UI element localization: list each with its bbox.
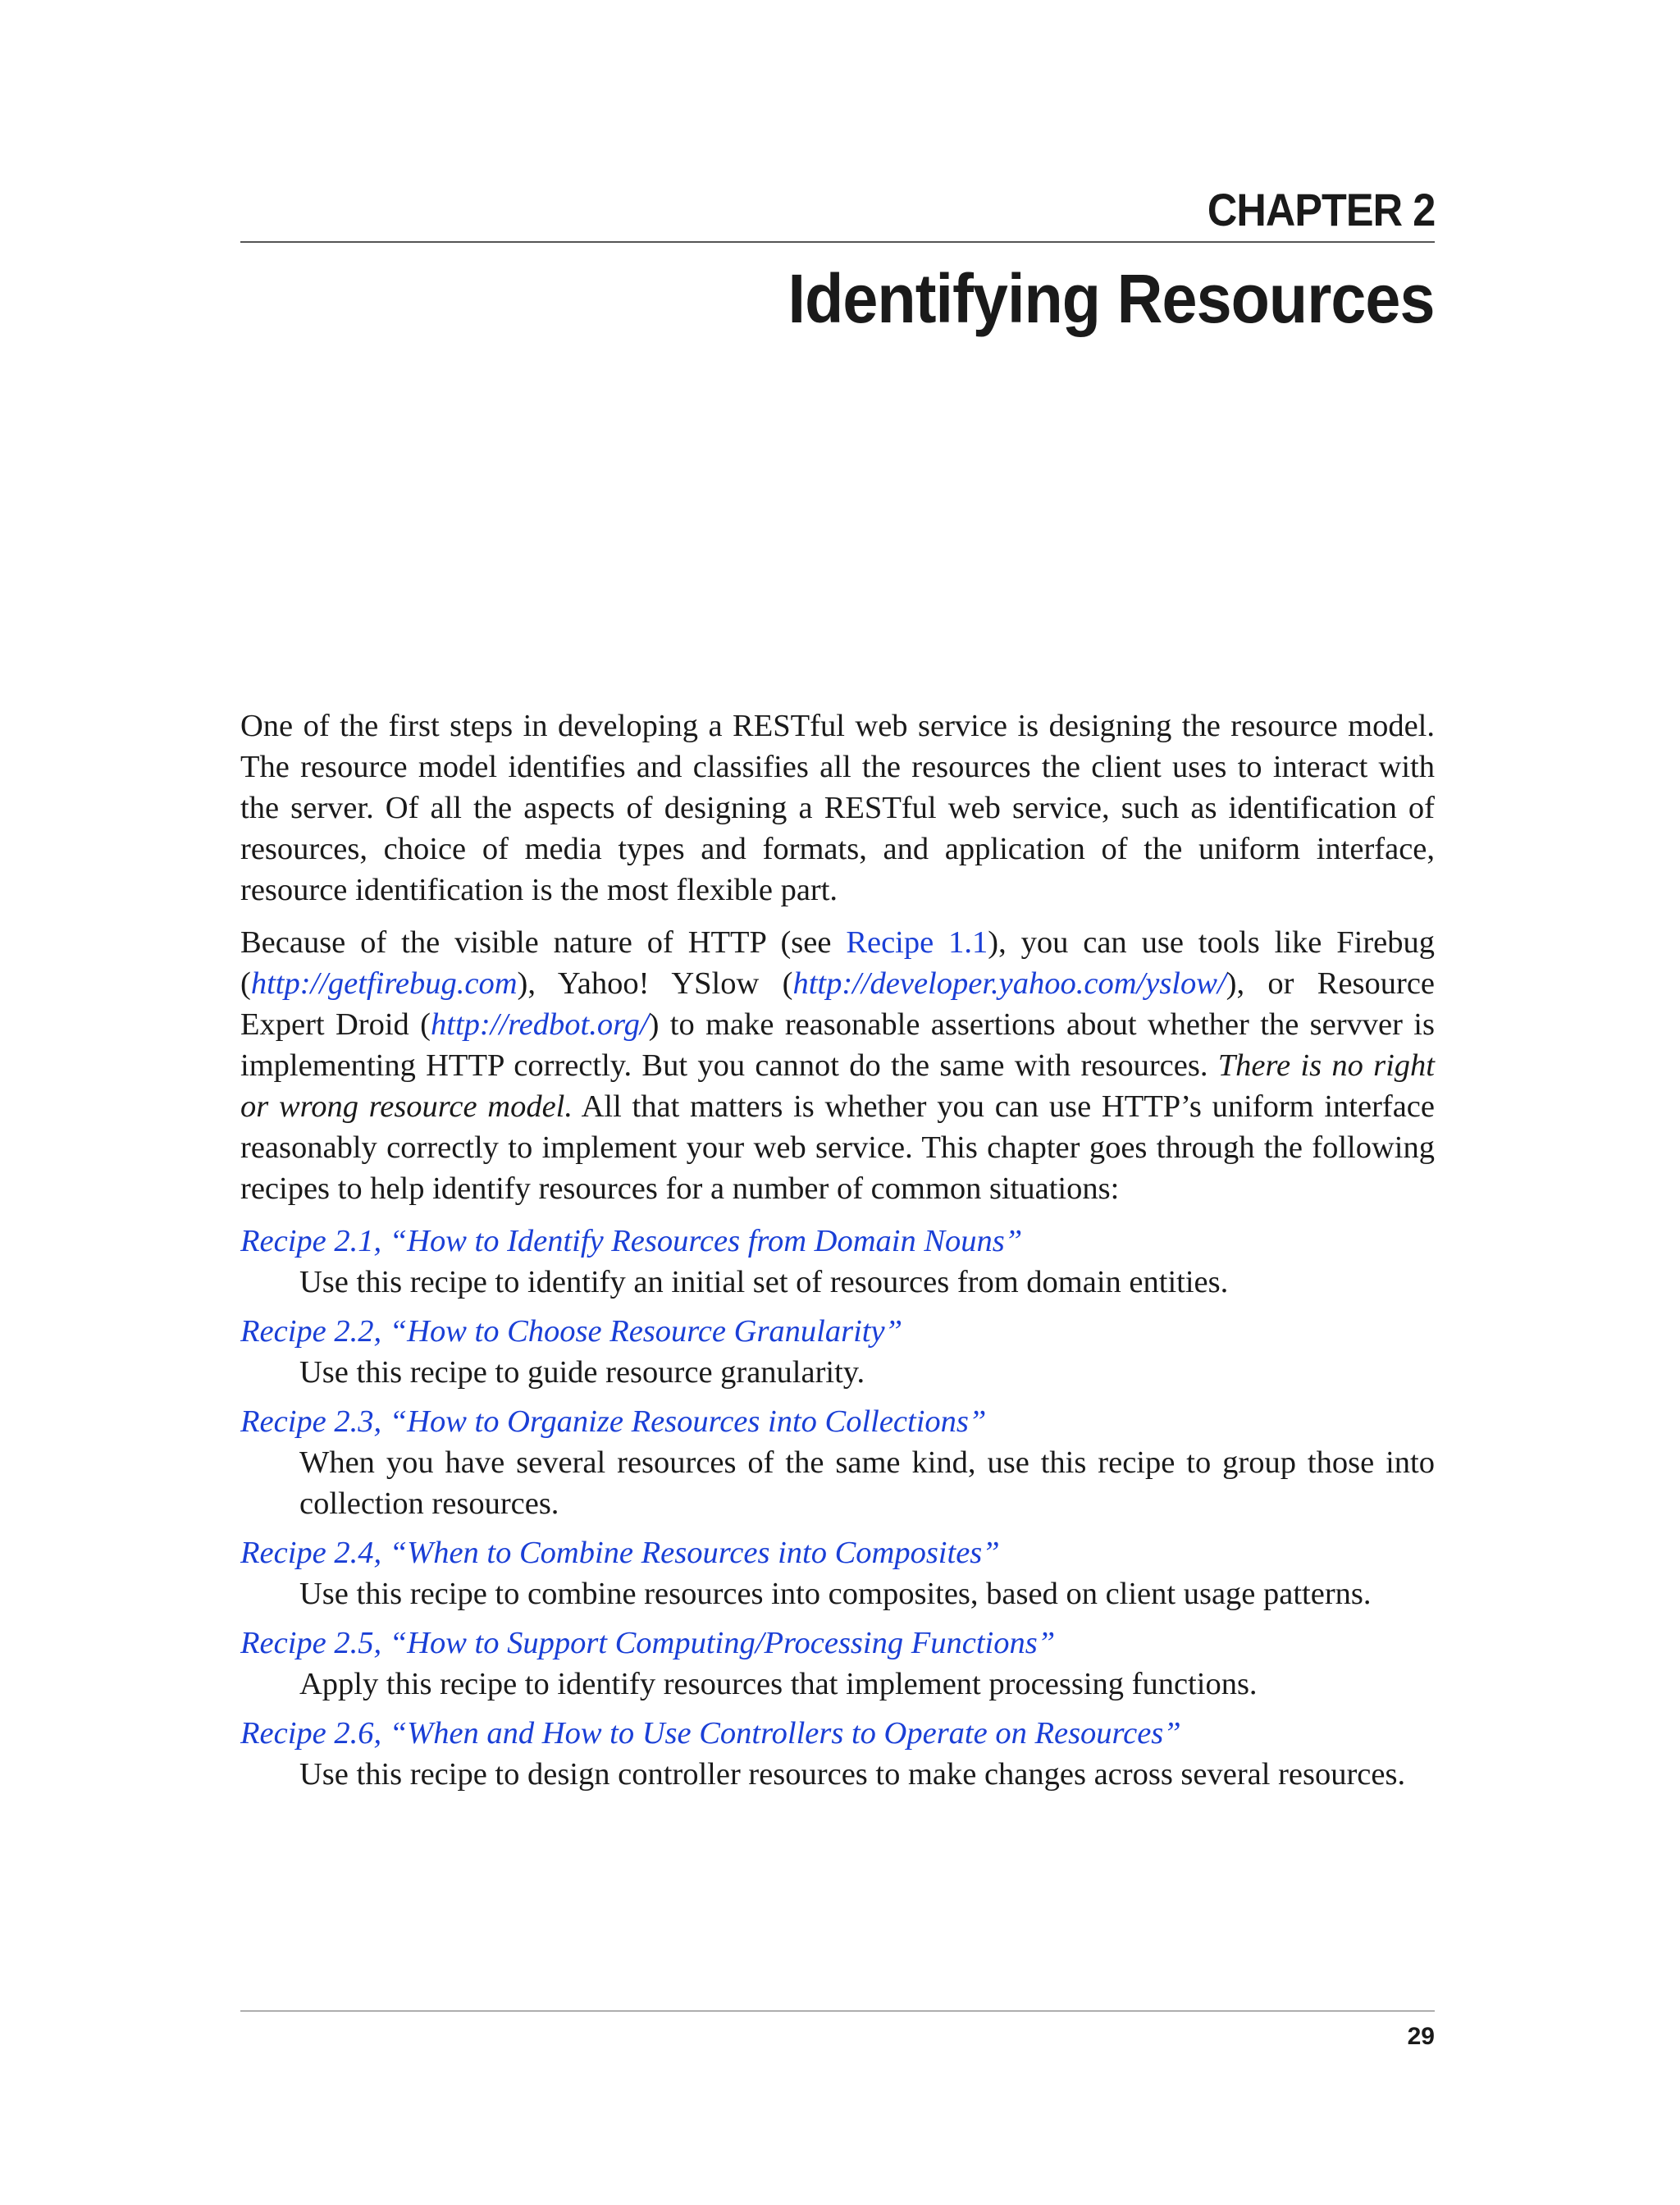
recipe-2-5-description: Apply this recipe to identify resources that implement processing functions. — [299, 1667, 1258, 1701]
tools-paragraph — [240, 922, 1435, 1209]
paragraph-text: ) to make reasonable assertions about whether the servver is implementing HTTP correctly. But you cannot do the same with resources. — [240, 1007, 1435, 1083]
yslow-link[interactable]: http://developer.yahoo.com/yslow/ — [792, 966, 1226, 1001]
recipe-2-2-description: Use this recipe to guide resource granularity. — [299, 1355, 865, 1390]
intro-paragraph: One of the first steps in developing a RESTful web service is designing the resource model. The resource model identifies and classifies all the resources the client uses to interact with the server. Of all the aspects of designing a RESTful web service, such as identification of resources, choice of media types and formats, and application of the uniform interface, resource identification is the most flexible part. — [240, 709, 1435, 907]
recipe-1-1-link[interactable]: Recipe 1.1 — [846, 925, 988, 960]
book-page — [240, 0, 1435, 2205]
paragraph-text: Because of the visible nature of HTTP (see — [240, 925, 847, 960]
recipe-2-2-link[interactable]: Recipe 2.2, “How to Choose Resource Granularity” — [240, 1314, 902, 1349]
chapter-label: CHAPTER 2 — [1207, 184, 1435, 235]
paragraph-text: ), or Resource Expert Droid ( — [240, 966, 1436, 1042]
paragraph-text: All that matters is whether you can use HTTP’s uniform interface reasonably correctly to implement your web service. This chapter goes through the following recipes to help identify resources for a number of common situations: — [240, 1089, 1435, 1206]
paragraph-text: ), you can use tools like Firebug ( — [240, 925, 1435, 1001]
chapter-body — [240, 705, 1435, 1795]
recipe-2-1-link[interactable]: Recipe 2.1, “How to Identify Resources from Domain Nouns” — [240, 1224, 1023, 1258]
recipe-2-4-link[interactable]: Recipe 2.4, “When to Combine Resources into Composites” — [240, 1536, 1000, 1570]
redbot-link[interactable]: http://redbot.org/ — [431, 1007, 649, 1042]
recipe-2-5-link[interactable]: Recipe 2.5, “How to Support Computing/Processing Functions” — [240, 1626, 1056, 1660]
paragraph-text: ), Yahoo! YSlow ( — [517, 966, 793, 1001]
chapter-title: Identifying Resources — [788, 260, 1435, 337]
recipe-2-3-description: When you have several resources of the same kind, use this recipe to group those into collection resources. — [299, 1445, 1435, 1521]
recipe-list — [240, 1221, 1435, 1795]
recipe-2-6-description: Use this recipe to design controller resources to make changes across several resources. — [299, 1757, 1406, 1792]
chapter-rule — [240, 241, 1435, 243]
recipe-2-6-link[interactable]: Recipe 2.6, “When and How to Use Controllers to Operate on Resources” — [240, 1716, 1181, 1751]
firebug-link[interactable]: http://getfirebug.com — [250, 966, 518, 1001]
recipe-2-3-link[interactable]: Recipe 2.3, “How to Organize Resources into Collections” — [240, 1404, 987, 1439]
emphasis-text: There is no right or wrong resource model. — [240, 1048, 1435, 1124]
page-number: 29 — [1407, 2023, 1435, 2050]
recipe-2-1-description: Use this recipe to identify an initial set of resources from domain entities. — [299, 1265, 1229, 1299]
recipe-2-4-description: Use this recipe to combine resources into composites, based on client usage patterns. — [299, 1577, 1372, 1611]
